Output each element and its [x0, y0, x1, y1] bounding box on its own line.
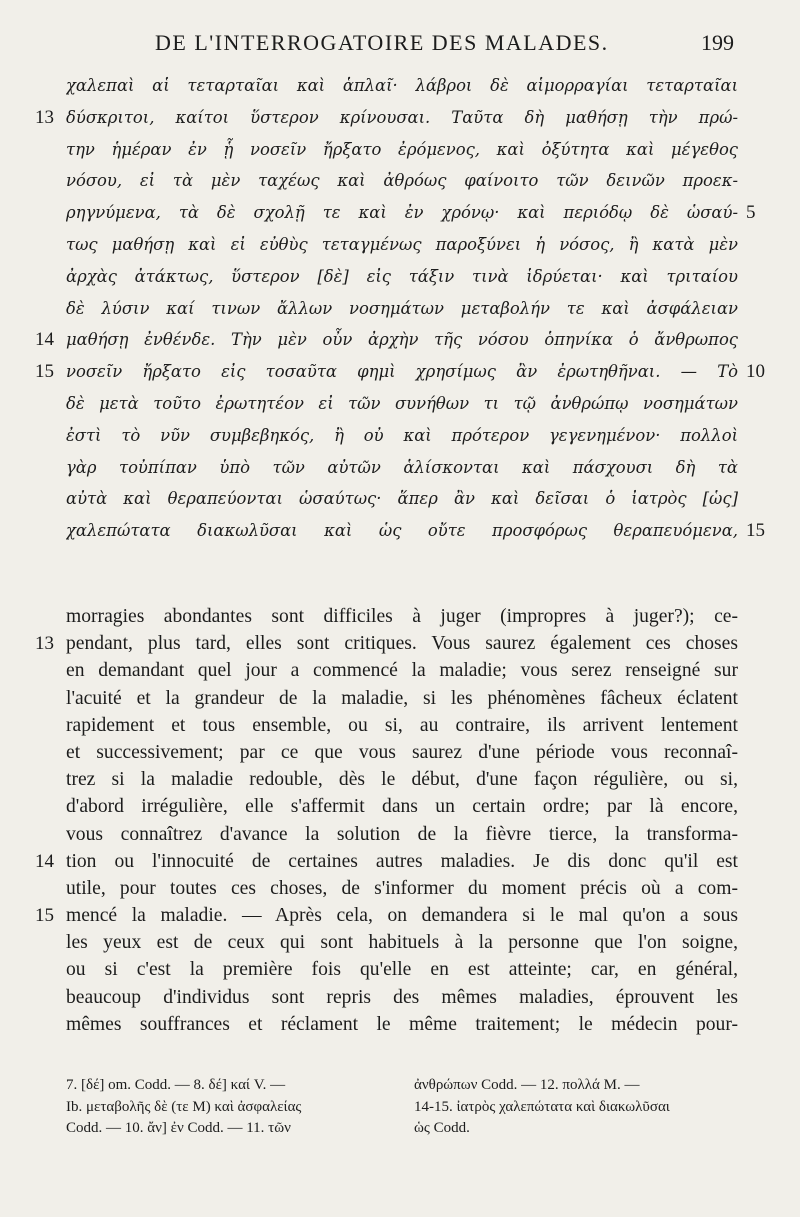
footnote-line: 7. [δέ] om. Codd. — 8. δέ] καί V. —	[66, 1077, 286, 1093]
footnote-line: Ib. μεταβολῆς δὲ (τε M) καὶ ἀσφαλείας	[66, 1098, 302, 1115]
footnote-line: ἀνθρώπων Codd. — 12. πολλά M. —	[414, 1077, 640, 1093]
footnotes-right-column	[414, 1075, 744, 1140]
greek-text-line: νόσου, εἰ τὰ μὲν ταχέως καὶ ἀθρόως φαίνοιτο τῶν δεινῶν προεκ-	[66, 171, 738, 191]
french-text-line: d'abord irrégulière, elle s'affermit dans un certain ordre; par là encore,	[66, 796, 738, 818]
section-number: 15	[35, 905, 54, 927]
section-number: 14	[35, 850, 54, 872]
french-text-line: et successivement; par ce que vous saurez d'une période vous reconnaî-	[66, 741, 738, 763]
french-text-line: beaucoup d'individus sont repris des mêmes maladies, éprouvent les	[66, 986, 738, 1008]
greek-text-line: δὲ λύσιν καί τινων ἄλλων νοσημάτων μεταβολήν τε καὶ ἀσφάλειαν	[66, 298, 738, 318]
footnote-line: 14-15. ἰατρὸς χαλεπώτατα καὶ διακωλῦσαι	[414, 1098, 670, 1115]
footnotes-left-column	[66, 1075, 396, 1140]
greek-text-line: ρηγνύμενα, τὰ δὲ σχολῇ τε καὶ ἐν χρόνῳ· καὶ περιόδῳ δὲ ὡσαύ-	[66, 203, 738, 223]
section-number: 13	[35, 633, 54, 655]
french-text-line: tion ou l'innocuité de certaines autres maladies. Je dis donc qu'il est	[66, 850, 738, 872]
section-number: 13	[35, 106, 54, 128]
greek-text-line: τως μαθήσῃ καὶ εἰ εὐθὺς τεταγμένως παροξύνει ἡ νόσος, ἢ κατὰ μὲν	[66, 234, 738, 254]
french-text-line: mencé la maladie. — Après cela, on demandera si le mal qu'on a sous	[66, 905, 738, 927]
greek-text-line: χαλεπώτατα διακωλῦσαι καὶ ὡς οὔτε προσφόρως θεραπευόμενα,	[66, 521, 738, 541]
greek-text-line: δὲ μετὰ τοῦτο ἐρωτητέον εἰ τῶν συνήθων τι τῷ ἀνθρώπῳ νοσημάτων	[66, 393, 738, 413]
greek-text-block	[66, 70, 738, 547]
greek-text-line: χαλεπαὶ αἱ τεταρταῖαι καὶ ἁπλαῖ· λάβροι δὲ αἱμορραγίαι τεταρταῖαι	[66, 76, 738, 95]
french-text-line: ou si c'est la première fois qu'elle en est atteinte; car, en général,	[66, 959, 738, 981]
french-text-line: pendant, plus tard, elles sont critiques. Vous saurez également ces choses	[66, 633, 738, 655]
greek-text-line: μαθήσῃ ἐνθένδε. Τὴν μὲν οὖν ἀρχὴν τῆς νόσου ὁπηνίκα ὁ ἄνθρωπος	[66, 330, 738, 350]
page-header	[60, 30, 740, 60]
french-text-line: en demandant quel jour a commencé la maladie; vous serez renseigné sur	[66, 660, 738, 682]
line-number: 5	[746, 202, 756, 224]
french-text-line: l'acuité et la grandeur de la maladie, si les phénomènes fâcheux éclatent	[66, 687, 738, 709]
greek-text-line: γὰρ τοὐπίπαν ὑπὸ τῶν αὐτῶν ἁλίσκονται καὶ πάσχουσι δὴ τὰ	[66, 457, 738, 477]
section-number: 14	[35, 329, 54, 351]
french-text-line: les yeux est de ceux qui sont habituels à la personne que l'on soigne,	[66, 932, 738, 954]
greek-text-line: την ἡμέραν ἐν ᾗ νοσεῖν ἤρξατο ἐρόμενος, καὶ ὀξύτητα καὶ μέγεθος	[66, 139, 738, 159]
line-number: 15	[746, 520, 765, 542]
footnote-line: Codd. — 10. ἄν] ἐν Codd. — 11. τῶν	[66, 1120, 291, 1136]
greek-text-line: ἀρχὰς ἀτάκτως, ὕστερον [δὲ] εἰς τάξιν τινὰ ἱδρύεται· καὶ τριταίου	[66, 266, 738, 286]
french-translation-block	[66, 603, 738, 1038]
line-number: 10	[746, 361, 765, 383]
french-text-line: utile, pour toutes ces choses, de s'informer du moment précis où a com-	[66, 877, 738, 899]
french-text-line: rapidement et tous ensemble, ou si, au contraire, ils arrivent lentement	[66, 714, 738, 736]
greek-text-line: δύσκριτοι, καίτοι ὕστερον κρίνουσαι. Ταῦτα δὴ μαθήσῃ τὴν πρώ-	[66, 107, 738, 127]
greek-text-line: νοσεῖν ἤρξατο εἰς τοσαῦτα φημὶ χρησίμως ἂν ἐρωτηθῆναι. — Τὸ	[66, 362, 738, 382]
page-number: 199	[701, 30, 734, 55]
french-text-line: mêmes souffrances et réclament le même traitement; le médecin pour-	[66, 1013, 738, 1035]
greek-text-line: ἐστὶ τὸ νῦν συμβεβηκός, ἢ οὐ καὶ πρότερον γεγενημένον· πολλοὶ	[66, 425, 738, 445]
french-text-line: trez si la maladie redouble, dès le début, d'une façon régulière, ou si,	[66, 769, 738, 791]
french-text-line: vous connaîtrez d'avance la solution de la fièvre tierce, la transforma-	[66, 823, 738, 845]
section-number: 15	[35, 361, 54, 383]
french-text-line: morragies abondantes sont difficiles à juger (impropres à juger?); ce-	[66, 606, 738, 627]
greek-text-line: αὐτὰ καὶ θεραπεύονται ὡσαύτως· ἅπερ ἂν καὶ δεῖσαι ὁ ἰατρὸς [ὡς]	[66, 489, 738, 509]
footnote-line: ὡς Codd.	[414, 1120, 470, 1136]
running-title: DE L'INTERROGATOIRE DES MALADES.	[155, 30, 609, 55]
